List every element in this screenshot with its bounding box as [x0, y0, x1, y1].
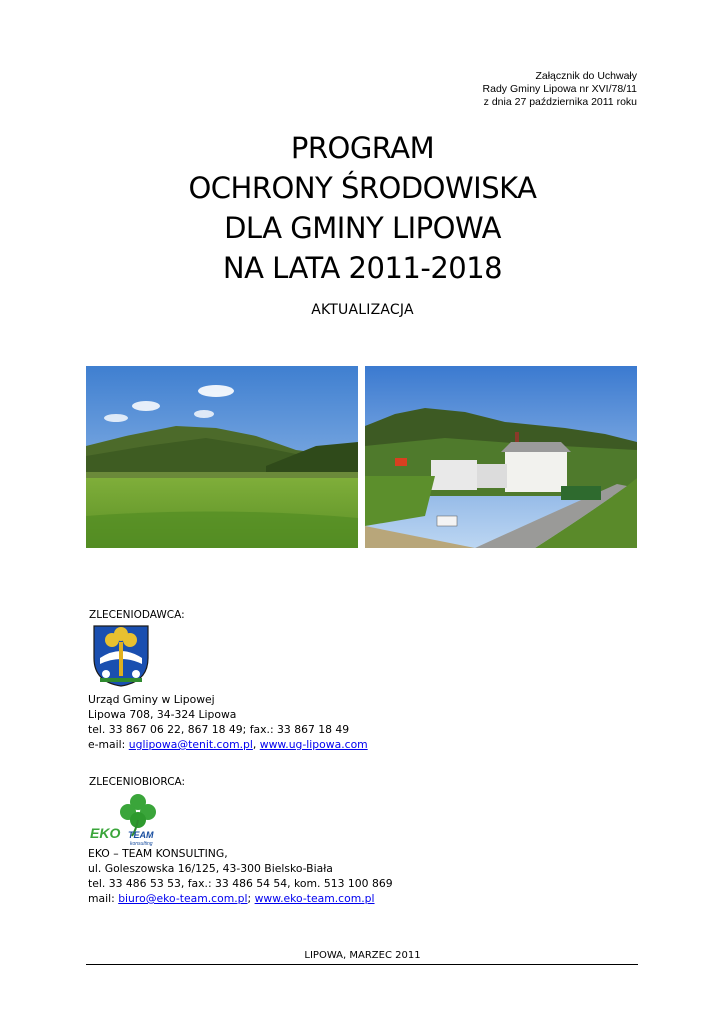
title-line-3: DLA GMINY LIPOWA: [224, 211, 501, 245]
title-line-2: OCHRONY ŚRODOWISKA: [188, 171, 537, 205]
contractor-name: EKO – TEAM KONSULTING,: [88, 847, 228, 860]
client-label: ZLECENIODAWCA:: [89, 609, 185, 621]
client-email-line: [88, 737, 368, 752]
footer-divider: [86, 964, 638, 965]
annex-line-3: z dnia 27 października 2011 roku: [483, 96, 637, 108]
contractor-website-link[interactable]: www.eko-team.com.pl: [254, 892, 375, 905]
contractor-email-link[interactable]: biuro@eko-team.com.pl: [118, 892, 248, 905]
contractor-address: ul. Goleszowska 16/125, 43-300 Bielsko-Biała: [88, 862, 333, 875]
title-line-1: PROGRAM: [290, 131, 435, 165]
village-photo: [365, 366, 637, 548]
client-address: Lipowa 708, 34-324 Lipowa: [88, 708, 237, 721]
contractor-phone: tel. 33 486 53 53, fax.: 33 486 54 54, kom. 513 100 869: [88, 877, 393, 890]
contractor-separator: ;: [247, 892, 255, 905]
contractor-info: [88, 846, 393, 906]
client-phone: tel. 33 867 06 22, 867 18 49; fax.: 33 867 18 49: [88, 723, 350, 736]
client-info: [88, 692, 368, 752]
logo-text-sub: konsulting: [130, 841, 153, 847]
title-line-4: NA LATA 2011-2018: [222, 251, 503, 285]
client-name: Urząd Gminy w Lipowej: [88, 693, 215, 706]
landscape-photo: [86, 366, 358, 548]
annex-line-2: Rady Gminy Lipowa nr XVI/78/11: [482, 83, 637, 95]
logo-text-team: TEAM: [128, 830, 154, 840]
annex-note: [483, 70, 637, 109]
client-email-prefix: e-mail:: [88, 738, 129, 751]
client-separator: ,: [252, 738, 260, 751]
document-subtitle: AKTUALIZACJA: [311, 302, 414, 318]
contractor-email-prefix: mail:: [88, 892, 119, 905]
footer-place-date: LIPOWA, MARZEC 2011: [304, 950, 421, 961]
client-website-link[interactable]: www.ug-lipowa.com: [259, 738, 368, 751]
municipality-coat-of-arms-icon: [92, 624, 150, 688]
logo-text-eko: EKO: [90, 825, 121, 841]
document-title: [0, 128, 725, 288]
contractor-email-line: [88, 891, 393, 906]
eko-team-logo: [88, 792, 188, 848]
client-email-link[interactable]: uglipowa@tenit.com.pl: [128, 738, 253, 751]
contractor-label: ZLECENIOBIORCA:: [89, 776, 186, 788]
annex-line-1: Załącznik do Uchwały: [535, 70, 637, 82]
